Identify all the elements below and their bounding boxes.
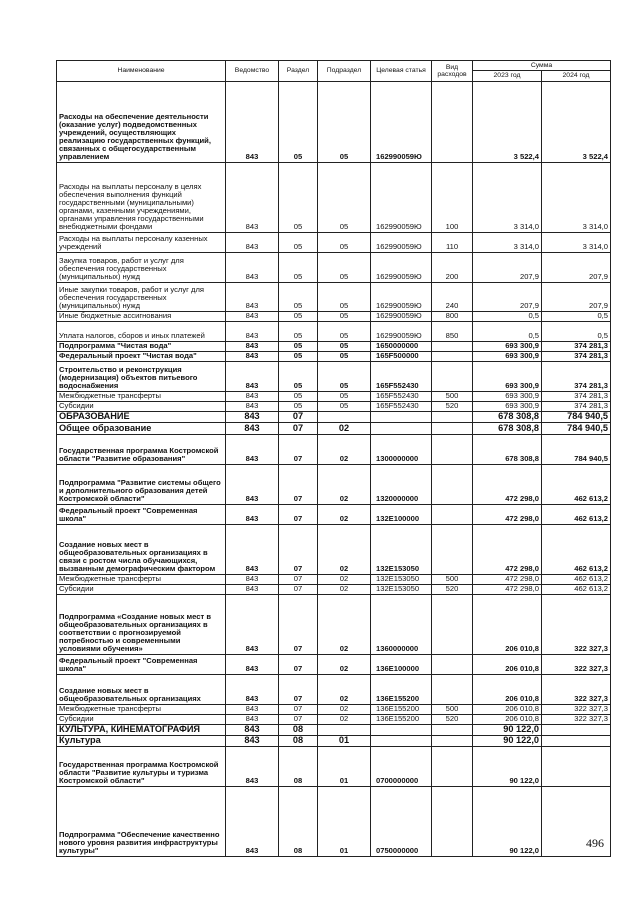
cell-subsection: 05 [318, 282, 371, 311]
cell-name: Иные закупки товаров, работ и услуг для обеспечения государственных (муниципальных) нужд [57, 282, 226, 311]
cell-name: Субсидии [57, 714, 226, 724]
cell-target-article: 162990059Ю [371, 282, 432, 311]
cell-expense-type [432, 674, 473, 704]
cell-expense-type [432, 724, 473, 735]
table-row [57, 311, 611, 321]
table-row [57, 321, 611, 341]
cell-section: 05 [279, 391, 318, 401]
cell-sum-2023: 207,9 [473, 282, 542, 311]
cell-subsection: 02 [318, 594, 371, 654]
cell-sum-2024: 374 281,3 [542, 351, 611, 361]
cell-agency: 843 [226, 321, 279, 341]
cell-expense-type [432, 411, 473, 422]
cell-sum-2023: 693 300,9 [473, 361, 542, 391]
cell-section: 05 [279, 232, 318, 252]
cell-name: Расходы на обеспечение деятельности (оказание услуг) подведомственных учреждений, осуществляющих реализацию государственных функций, связанных с общегосударственным управлением [57, 81, 226, 162]
table-row [57, 391, 611, 401]
cell-sum-2023: 693 300,9 [473, 351, 542, 361]
cell-section: 05 [279, 162, 318, 232]
table-row [57, 162, 611, 232]
cell-expense-type [432, 786, 473, 856]
cell-sum-2024: 462 613,2 [542, 504, 611, 524]
cell-target-article: 162990059Ю [371, 252, 432, 282]
header-name: Наименование [57, 61, 226, 82]
cell-sum-2024: 462 613,2 [542, 464, 611, 504]
table-row [57, 504, 611, 524]
cell-section: 07 [279, 434, 318, 464]
cell-section: 07 [279, 524, 318, 574]
cell-section: 08 [279, 786, 318, 856]
budget-table [56, 60, 611, 857]
cell-sum-2024: 784 940,5 [542, 422, 611, 434]
cell-sum-2024 [542, 746, 611, 786]
cell-section: 05 [279, 361, 318, 391]
cell-sum-2023: 3 314,0 [473, 162, 542, 232]
cell-name: КУЛЬТУРА, КИНЕМАТОГРАФИЯ [57, 724, 226, 735]
cell-agency: 843 [226, 361, 279, 391]
cell-agency: 843 [226, 81, 279, 162]
cell-target-article: 136E155200 [371, 704, 432, 714]
cell-agency: 843 [226, 574, 279, 584]
cell-sum-2024: 462 613,2 [542, 524, 611, 574]
cell-name: Подпрограмма "Чистая вода" [57, 341, 226, 351]
table-row [57, 724, 611, 735]
cell-agency: 843 [226, 714, 279, 724]
cell-expense-type: 800 [432, 311, 473, 321]
table-row [57, 401, 611, 411]
cell-subsection: 01 [318, 735, 371, 746]
cell-name: Государственная программа Костромской области "Развитие культуры и туризма Костромской области" [57, 746, 226, 786]
table-row [57, 746, 611, 786]
table-row [57, 422, 611, 434]
cell-sum-2023: 472 298,0 [473, 584, 542, 594]
cell-target-article: 0700000000 [371, 746, 432, 786]
cell-sum-2023: 90 122,0 [473, 786, 542, 856]
cell-sum-2023: 3 314,0 [473, 232, 542, 252]
cell-subsection: 05 [318, 81, 371, 162]
cell-sum-2023: 3 522,4 [473, 81, 542, 162]
cell-agency: 843 [226, 704, 279, 714]
cell-agency: 843 [226, 351, 279, 361]
cell-name: Общее образование [57, 422, 226, 434]
table-row [57, 232, 611, 252]
cell-name: ОБРАЗОВАНИЕ [57, 411, 226, 422]
cell-agency: 843 [226, 282, 279, 311]
cell-subsection: 05 [318, 162, 371, 232]
cell-section: 05 [279, 252, 318, 282]
cell-sum-2023: 693 300,9 [473, 401, 542, 411]
cell-section: 08 [279, 724, 318, 735]
cell-sum-2023: 206 010,8 [473, 704, 542, 714]
cell-sum-2023: 90 122,0 [473, 735, 542, 746]
cell-sum-2024: 3 314,0 [542, 232, 611, 252]
cell-sum-2024: 374 281,3 [542, 401, 611, 411]
cell-section: 05 [279, 401, 318, 411]
cell-sum-2023: 207,9 [473, 252, 542, 282]
cell-subsection: 02 [318, 434, 371, 464]
cell-agency: 843 [226, 524, 279, 574]
cell-name: Расходы на выплаты персоналу в целях обеспечения выполнения функций государственными (муниципальными) органами, казенными учреждениями, органами управления государственными внебюджетными фондами [57, 162, 226, 232]
table-row [57, 674, 611, 704]
cell-agency: 843 [226, 654, 279, 674]
cell-sum-2023: 472 298,0 [473, 524, 542, 574]
cell-target-article: 0750000000 [371, 786, 432, 856]
cell-agency: 843 [226, 786, 279, 856]
header-section: Раздел [279, 61, 318, 82]
cell-expense-type: 240 [432, 282, 473, 311]
cell-section: 07 [279, 594, 318, 654]
cell-section: 07 [279, 464, 318, 504]
cell-subsection: 01 [318, 786, 371, 856]
cell-name: Межбюджетные трансферты [57, 391, 226, 401]
cell-sum-2023: 693 300,9 [473, 391, 542, 401]
cell-expense-type [432, 351, 473, 361]
cell-name: Иные бюджетные ассигнования [57, 311, 226, 321]
cell-expense-type: 500 [432, 574, 473, 584]
cell-section: 07 [279, 704, 318, 714]
cell-name: Создание новых мест в общеобразовательных организациях [57, 674, 226, 704]
cell-sum-2023: 0,5 [473, 321, 542, 341]
cell-expense-type [432, 524, 473, 574]
cell-subsection: 02 [318, 422, 371, 434]
cell-agency: 843 [226, 401, 279, 411]
cell-sum-2023: 472 298,0 [473, 464, 542, 504]
cell-section: 07 [279, 714, 318, 724]
cell-subsection: 02 [318, 524, 371, 574]
cell-agency: 843 [226, 422, 279, 434]
header-target-article: Целевая статья [371, 61, 432, 82]
cell-sum-2023: 90 122,0 [473, 724, 542, 735]
cell-expense-type: 500 [432, 704, 473, 714]
cell-section: 08 [279, 746, 318, 786]
cell-target-article: 162990059Ю [371, 321, 432, 341]
cell-section: 07 [279, 574, 318, 584]
cell-subsection [318, 724, 371, 735]
cell-section: 05 [279, 311, 318, 321]
cell-target-article: 165F552430 [371, 361, 432, 391]
cell-target-article [371, 411, 432, 422]
cell-sum-2023: 472 298,0 [473, 504, 542, 524]
cell-agency: 843 [226, 162, 279, 232]
cell-agency: 843 [226, 391, 279, 401]
cell-sum-2024: 374 281,3 [542, 361, 611, 391]
cell-expense-type: 850 [432, 321, 473, 341]
cell-expense-type: 200 [432, 252, 473, 282]
cell-agency: 843 [226, 584, 279, 594]
cell-sum-2024: 0,5 [542, 311, 611, 321]
table-row [57, 786, 611, 856]
cell-sum-2024: 3 314,0 [542, 162, 611, 232]
cell-name: Расходы на выплаты персоналу казенных учреждений [57, 232, 226, 252]
cell-section: 07 [279, 411, 318, 422]
cell-expense-type [432, 504, 473, 524]
cell-sum-2024: 322 327,3 [542, 704, 611, 714]
header-year-2024: 2024 год [542, 71, 611, 81]
cell-target-article: 136E155200 [371, 674, 432, 704]
cell-name: Государственная программа Костромской области "Развитие образования" [57, 434, 226, 464]
cell-section: 07 [279, 422, 318, 434]
cell-agency: 843 [226, 735, 279, 746]
cell-target-article: 136E155200 [371, 714, 432, 724]
header-expense-type: Вид расходов [432, 61, 473, 82]
cell-section: 05 [279, 321, 318, 341]
cell-target-article: 136E100000 [371, 654, 432, 674]
table-row [57, 252, 611, 282]
table-row [57, 464, 611, 504]
cell-sum-2023: 678 308,8 [473, 434, 542, 464]
cell-sum-2023: 206 010,8 [473, 654, 542, 674]
table-row [57, 524, 611, 574]
cell-name: Подпрограмма "Развитие системы общего и дополнительного образования детей Костромской области" [57, 464, 226, 504]
cell-sum-2024 [542, 735, 611, 746]
cell-agency: 843 [226, 311, 279, 321]
cell-section: 07 [279, 584, 318, 594]
page-number: 496 [586, 836, 604, 850]
cell-target-article: 132E153050 [371, 524, 432, 574]
cell-subsection: 05 [318, 361, 371, 391]
cell-subsection: 02 [318, 504, 371, 524]
cell-name: Строительство и реконструкция (модернизация) объектов питьевого водоснабжения [57, 361, 226, 391]
cell-target-article: 165F552430 [371, 391, 432, 401]
cell-subsection: 05 [318, 232, 371, 252]
cell-section: 05 [279, 351, 318, 361]
cell-sum-2023: 678 308,8 [473, 422, 542, 434]
table-row [57, 584, 611, 594]
cell-expense-type [432, 654, 473, 674]
table-row [57, 81, 611, 162]
cell-name: Культура [57, 735, 226, 746]
cell-expense-type [432, 746, 473, 786]
cell-section: 05 [279, 282, 318, 311]
table-row [57, 361, 611, 391]
table-row [57, 341, 611, 351]
cell-sum-2024: 462 613,2 [542, 574, 611, 584]
header-subsection: Подраздел [318, 61, 371, 82]
cell-sum-2024: 784 940,5 [542, 411, 611, 422]
cell-sum-2023: 0,5 [473, 311, 542, 321]
cell-agency: 843 [226, 232, 279, 252]
cell-expense-type [432, 735, 473, 746]
cell-target-article: 132E153050 [371, 584, 432, 594]
cell-section: 07 [279, 654, 318, 674]
cell-name: Межбюджетные трансферты [57, 704, 226, 714]
cell-target-article [371, 422, 432, 434]
table-row [57, 654, 611, 674]
cell-subsection: 02 [318, 704, 371, 714]
cell-sum-2024: 784 940,5 [542, 434, 611, 464]
cell-sum-2024: 207,9 [542, 282, 611, 311]
cell-name: Федеральный проект "Чистая вода" [57, 351, 226, 361]
cell-sum-2024: 322 327,3 [542, 714, 611, 724]
cell-expense-type: 520 [432, 714, 473, 724]
table-row [57, 411, 611, 422]
cell-subsection: 05 [318, 401, 371, 411]
cell-section: 05 [279, 81, 318, 162]
cell-target-article: 1320000000 [371, 464, 432, 504]
table-row [57, 351, 611, 361]
cell-sum-2023: 206 010,8 [473, 674, 542, 704]
cell-section: 07 [279, 504, 318, 524]
cell-subsection: 01 [318, 746, 371, 786]
cell-agency: 843 [226, 504, 279, 524]
table-row [57, 574, 611, 584]
cell-subsection: 02 [318, 654, 371, 674]
cell-agency: 843 [226, 434, 279, 464]
cell-subsection: 05 [318, 351, 371, 361]
cell-subsection: 02 [318, 674, 371, 704]
header-sum: Сумма [473, 61, 611, 71]
header-agency: Ведомство [226, 61, 279, 82]
cell-expense-type: 500 [432, 391, 473, 401]
cell-sum-2023: 693 300,9 [473, 341, 542, 351]
cell-name: Субсидии [57, 584, 226, 594]
cell-sum-2024 [542, 724, 611, 735]
header-year-2023: 2023 год [473, 71, 542, 81]
cell-sum-2024: 322 327,3 [542, 674, 611, 704]
cell-name: Уплата налогов, сборов и иных платежей [57, 321, 226, 341]
cell-section: 07 [279, 674, 318, 704]
cell-subsection: 05 [318, 321, 371, 341]
table-row [57, 704, 611, 714]
cell-agency: 843 [226, 674, 279, 704]
cell-name: Подпрограмма «Создание новых мест в общеобразовательных организациях в соответствии с прогнозируемой потребностью и современными условиями обучения» [57, 594, 226, 654]
cell-name: Закупка товаров, работ и услуг для обеспечения государственных (муниципальных) нужд [57, 252, 226, 282]
cell-target-article [371, 724, 432, 735]
cell-target-article: 162990059Ю [371, 232, 432, 252]
cell-section: 08 [279, 735, 318, 746]
table-row [57, 434, 611, 464]
cell-subsection [318, 411, 371, 422]
cell-target-article: 165F552430 [371, 401, 432, 411]
cell-target-article: 132E153050 [371, 574, 432, 584]
cell-sum-2023: 206 010,8 [473, 714, 542, 724]
cell-target-article: 162990059Ю [371, 162, 432, 232]
cell-expense-type [432, 464, 473, 504]
table-row [57, 735, 611, 746]
cell-expense-type [432, 361, 473, 391]
cell-sum-2024: 374 281,3 [542, 391, 611, 401]
cell-name: Федеральный проект "Современная школа" [57, 504, 226, 524]
cell-sum-2024: 207,9 [542, 252, 611, 282]
cell-subsection: 02 [318, 464, 371, 504]
cell-name: Субсидии [57, 401, 226, 411]
cell-target-article: 165F500000 [371, 351, 432, 361]
cell-agency: 843 [226, 411, 279, 422]
cell-sum-2024: 462 613,2 [542, 584, 611, 594]
cell-expense-type [432, 434, 473, 464]
cell-name: Межбюджетные трансферты [57, 574, 226, 584]
cell-name: Федеральный проект "Современная школа" [57, 654, 226, 674]
cell-sum-2023: 678 308,8 [473, 411, 542, 422]
cell-subsection: 02 [318, 574, 371, 584]
cell-expense-type: 110 [432, 232, 473, 252]
cell-target-article [371, 735, 432, 746]
cell-target-article: 132E100000 [371, 504, 432, 524]
cell-agency: 843 [226, 724, 279, 735]
cell-expense-type: 100 [432, 162, 473, 232]
cell-sum-2023: 90 122,0 [473, 746, 542, 786]
cell-sum-2023: 472 298,0 [473, 574, 542, 584]
cell-target-article: 1360000000 [371, 594, 432, 654]
cell-expense-type [432, 422, 473, 434]
table-row [57, 282, 611, 311]
cell-sum-2024: 374 281,3 [542, 341, 611, 351]
cell-section: 05 [279, 341, 318, 351]
cell-subsection: 05 [318, 341, 371, 351]
table-body [57, 81, 611, 856]
cell-name: Создание новых мест в общеобразовательных организациях в связи с ростом числа обучающихся, вызванным демографическим фактором [57, 524, 226, 574]
cell-sum-2024: 3 522,4 [542, 81, 611, 162]
cell-subsection: 05 [318, 311, 371, 321]
cell-subsection: 02 [318, 714, 371, 724]
cell-agency: 843 [226, 594, 279, 654]
cell-target-article: 162990059Ю [371, 81, 432, 162]
cell-agency: 843 [226, 341, 279, 351]
cell-agency: 843 [226, 464, 279, 504]
cell-agency: 843 [226, 252, 279, 282]
cell-expense-type: 520 [432, 584, 473, 594]
cell-expense-type [432, 594, 473, 654]
cell-agency: 843 [226, 746, 279, 786]
cell-subsection: 02 [318, 584, 371, 594]
cell-expense-type: 520 [432, 401, 473, 411]
cell-target-article: 1300000000 [371, 434, 432, 464]
cell-expense-type [432, 341, 473, 351]
cell-target-article: 162990059Ю [371, 311, 432, 321]
cell-sum-2023: 206 010,8 [473, 594, 542, 654]
cell-subsection: 05 [318, 252, 371, 282]
table-row [57, 714, 611, 724]
cell-sum-2024: 322 327,3 [542, 654, 611, 674]
cell-expense-type [432, 81, 473, 162]
cell-name: Подпрограмма "Обеспечение качественно нового уровня развития инфраструктуры культуры" [57, 786, 226, 856]
cell-subsection: 05 [318, 391, 371, 401]
cell-sum-2024: 0,5 [542, 321, 611, 341]
cell-sum-2024: 322 327,3 [542, 594, 611, 654]
table-row [57, 594, 611, 654]
cell-target-article: 1650000000 [371, 341, 432, 351]
